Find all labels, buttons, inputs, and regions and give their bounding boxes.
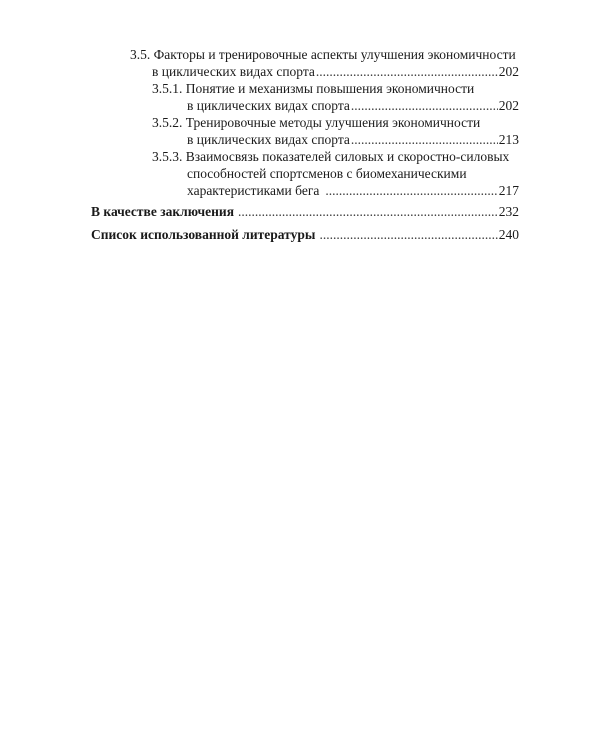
toc-entry-3-5-1-line2[interactable] xyxy=(187,97,519,114)
toc-entry-title-cont: в циклических видах спорта xyxy=(187,98,350,113)
toc-page-number: 202 xyxy=(498,98,519,113)
toc-entry-conclusion[interactable] xyxy=(91,203,519,220)
toc-entry-3-5-3-line3[interactable] xyxy=(187,182,519,199)
toc-entry-3-5-1-line1 xyxy=(152,80,474,97)
toc-entry-title: Список использованной литературы xyxy=(91,227,316,242)
toc-entry-title: В качестве заключения xyxy=(91,204,235,219)
toc-entry-3-5-3-line2 xyxy=(187,165,467,182)
toc-leader-dots xyxy=(351,97,498,114)
toc-entry-title-cont: способностей спортсменов с биомеханическими xyxy=(187,166,467,181)
toc-page-number: 213 xyxy=(498,132,519,147)
toc-leader-dots xyxy=(319,226,497,243)
toc-entry-3-5-3-line1 xyxy=(152,148,509,165)
toc-entry-title-cont: характеристиками бега xyxy=(187,183,320,198)
toc-entry-3-5-line1 xyxy=(130,46,516,63)
toc-entry-3-5-2-line1 xyxy=(152,114,480,131)
toc-page-number: 217 xyxy=(498,183,519,198)
toc-leader-dots xyxy=(238,203,498,220)
toc-page-number: 240 xyxy=(498,227,519,242)
toc-entry-number: 3.5.2. xyxy=(152,115,183,130)
toc-entry-3-5-2-line2[interactable] xyxy=(187,131,519,148)
toc-entry-title: Понятие и механизмы повышения экономичности xyxy=(185,81,475,96)
toc-entry-number: 3.5.3. xyxy=(152,149,183,164)
toc-leader-dots xyxy=(316,63,498,80)
toc-entry-title: Взаимосвязь показателей силовых и скоростно-силовых xyxy=(185,149,510,164)
toc-entry-title-cont: в циклических видах спорта xyxy=(187,132,350,147)
toc-entry-number: 3.5. xyxy=(130,47,151,62)
toc-page-number: 232 xyxy=(498,204,519,219)
toc-page-number: 202 xyxy=(498,64,519,79)
toc-entry-title-cont: в циклических видах спорта xyxy=(152,64,315,79)
toc-entry-3-5-line2[interactable] xyxy=(152,63,519,80)
toc-leader-dots xyxy=(351,131,498,148)
toc-leader-dots xyxy=(325,182,497,199)
toc-entry-title: Тренировочные методы улучшения экономичности xyxy=(185,115,481,130)
toc-entry-title: Факторы и тренировочные аспекты улучшения экономичности xyxy=(153,47,516,62)
toc-entry-references[interactable] xyxy=(91,226,519,243)
toc-entry-number: 3.5.1. xyxy=(152,81,183,96)
